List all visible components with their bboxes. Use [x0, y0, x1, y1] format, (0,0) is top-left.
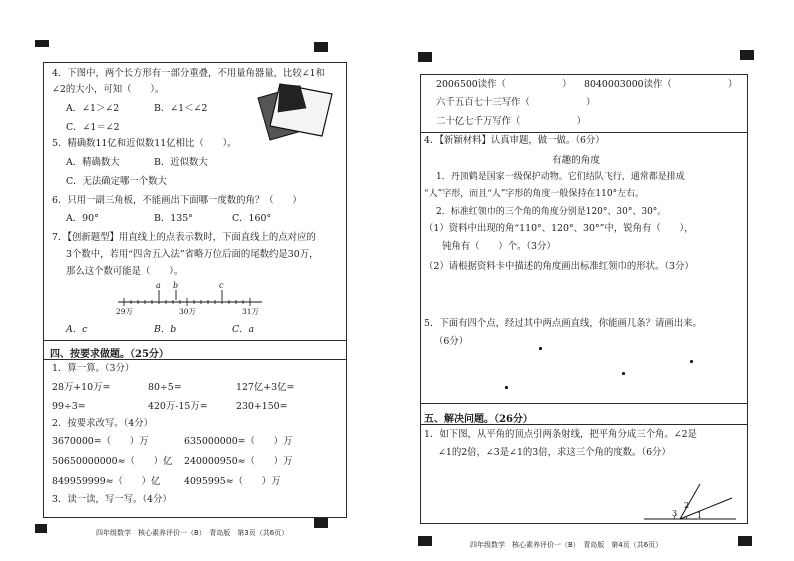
solve-q1-line1: 1．如下图，从平角的顶点引两条射线，把平角分成三个角。∠2是 [424, 429, 697, 440]
q7-option-a: A．c [66, 324, 88, 335]
calc-item: 99÷3= [52, 401, 86, 412]
card-line: 1．丹顶鹤是国家一级保护动物。它们结队飞行，通常都是排成 [436, 172, 685, 182]
q4-option-c: C．∠1＝∠2 [66, 122, 120, 133]
read-item: 8040003000读作（ ） [584, 79, 738, 90]
rewrite-item: 3670000=（ ）万 [52, 436, 149, 447]
solve-q1-line2: ∠1的2倍，∠3是∠1的3倍，求这三个角的度数。（6分） [438, 447, 671, 458]
calc-item: 28万+10万= [52, 382, 111, 393]
q4-line2: ∠2的大小，可知（ ）。 [52, 84, 165, 95]
sub-question-1: （1）资料中出现的角“110°、120°、30°”中，锐角有（ ）， [424, 223, 694, 234]
card-line: “人”字形，而且“人”字形的角度一般保持在110°左右。 [424, 189, 645, 199]
point [622, 372, 625, 375]
section-4-title: 四、按要求做题。（25分） [50, 349, 169, 360]
number-line-label-31: 31万 [242, 307, 260, 316]
number-line-label-30: 30万 [179, 307, 197, 316]
write-item: 二十亿七千万写作（ ） [436, 116, 587, 127]
section-divider [43, 340, 347, 341]
card-line: 2．标准红领巾的三个角的角度分别是120°、30°、30°。 [436, 207, 667, 217]
q6-option-c: C．160° [232, 213, 272, 224]
q5-right-line2: （6分） [434, 336, 469, 347]
rewrite-title: 2．按要求改写。（4分） [52, 418, 153, 429]
q6-text: 6．只用一副三角板，不能画出下面哪一度数的角？（ ） [52, 195, 302, 206]
section-divider [420, 424, 748, 425]
q7-option-c: C．a [232, 324, 255, 335]
q7-option-b: B．b [154, 324, 177, 335]
left-page-footer: 四年级数学 核心素养评价一（B） 青岛版 第3页（共6页） [96, 529, 289, 537]
q5-option-a: A．精确数大 [66, 157, 120, 168]
q5-option-b: B．近似数大 [154, 157, 208, 168]
registration-mark [738, 536, 752, 546]
q6-option-b: B．135° [154, 213, 193, 224]
straight-angle-figure [640, 478, 740, 524]
section-divider [420, 132, 748, 133]
point [539, 347, 542, 350]
q7-line2: 3个数中，若用“四舍五入法”省略万位后面的尾数约是30万， [66, 249, 319, 260]
q7-line3: 那么这个数可能是（ ）。 [66, 266, 184, 277]
rewrite-item: 50650000000≈（ ）亿 [52, 456, 173, 467]
rewrite-item: 4095995≈（ ）万 [184, 476, 281, 487]
overlapping-rectangles-figure [250, 76, 344, 142]
calc-item: 80÷5= [148, 382, 182, 393]
q5-right-line1: 5．下面有四个点，经过其中两点画直线，你能画几条？请画出来。 [424, 318, 702, 329]
q5-text: 5．精确数11亿和近似数11亿相比（ ）。 [52, 138, 237, 149]
angle-label-2: 2 [684, 501, 690, 510]
q5-option-c: C．无法确定哪一个数大 [66, 176, 167, 187]
angle-label-3: 3 [672, 509, 678, 518]
q7-line1: 7．【创新题型】用直线上的点表示数时，下面直线上的点对应的 [52, 232, 316, 243]
section-divider [43, 359, 347, 360]
registration-mark [740, 50, 754, 60]
number-line-point-a: a [156, 281, 161, 290]
registration-mark [314, 518, 328, 528]
number-line-label-29: 29万 [116, 307, 134, 316]
q4-option-b: B．∠1＜∠2 [154, 103, 208, 114]
calc-item: 127亿+3亿= [236, 382, 295, 393]
write-item: 六千五百七十三写作（ ） [436, 97, 596, 108]
right-page-footer: 四年级数学 核心素养评价一（B） 青岛版 第4页（共6页） [470, 541, 663, 549]
q4-line1: 4．下图中，两个长方形有一部分重叠，不用量角器量，比较∠1和 [52, 68, 325, 79]
registration-mark [314, 42, 328, 52]
calc-item: 230+150= [236, 401, 288, 412]
point [505, 386, 508, 389]
calc-title: 1．算一算。（3分） [52, 363, 135, 374]
number-line-point-c: c [219, 281, 224, 290]
read-write-title: 3．读一读，写一写。（4分） [52, 494, 172, 505]
registration-mark [35, 40, 49, 47]
sub-question-1-cont: 钝角有（ ）个。（3分） [442, 241, 556, 252]
section-5-title: 五、解决问题。（26分） [424, 414, 533, 425]
calc-item: 420万-15万= [148, 401, 208, 412]
registration-mark [418, 536, 432, 546]
rewrite-item: 849959999≈（ ）亿 [52, 476, 161, 487]
q4-option-a: A．∠1＞∠2 [66, 103, 120, 114]
registration-mark [418, 52, 432, 62]
q6-option-a: A．90° [66, 213, 99, 224]
number-line-point-b: b [173, 281, 179, 290]
registration-mark [35, 524, 47, 533]
card-title: 有趣的角度 [552, 155, 600, 166]
read-item: 2006500读作（ ） [436, 79, 572, 90]
rewrite-item: 635000000=（ ）万 [184, 436, 293, 447]
point [690, 360, 693, 363]
rewrite-item: 240000950≈（ ）万 [184, 456, 293, 467]
q4-right-title: 4．【新颖材料】认真审题，做一做。（6分） [424, 135, 605, 146]
section-divider [420, 403, 748, 404]
sub-question-2: （2）请根据资料卡中描述的角度画出标准红领巾的形状。（3分） [424, 261, 694, 272]
angle-label-1: 1 [697, 511, 703, 520]
